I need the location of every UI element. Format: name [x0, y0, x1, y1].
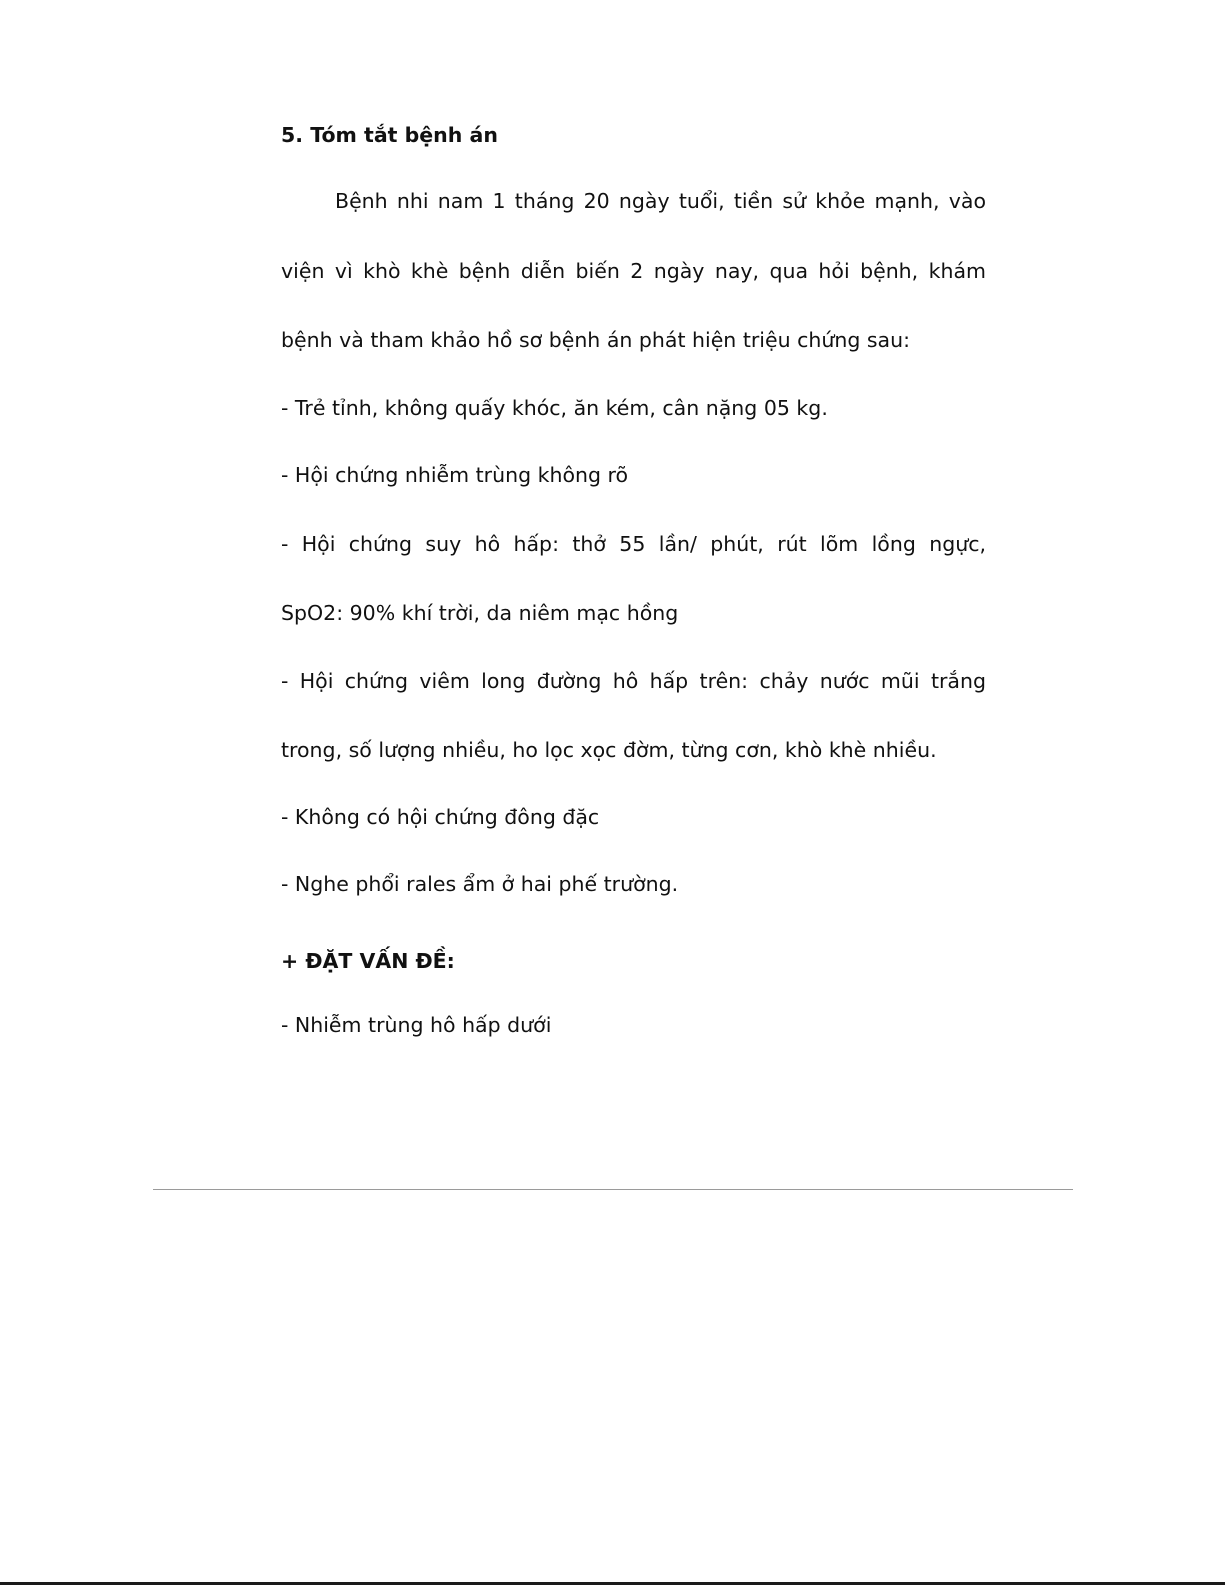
finding-general: - Trẻ tỉnh, không quấy khóc, ăn kém, cân nặng 05 kg. — [281, 396, 828, 420]
finding-consolidation: - Không có hội chứng đông đặc — [281, 805, 600, 829]
page-divider — [153, 1189, 1073, 1190]
finding-upper-airway-line-2: trong, số lượng nhiều, ho lọc xọc đờm, từng cơn, khò khè nhiều. — [281, 738, 937, 762]
intro-line-2: viện vì khò khè bệnh diễn biến 2 ngày nay, qua hỏi bệnh, khám — [281, 259, 986, 283]
intro-line-3: bệnh và tham khảo hồ sơ bệnh án phát hiện triệu chứng sau: — [281, 328, 911, 352]
finding-infection: - Hội chứng nhiễm trùng không rõ — [281, 463, 629, 487]
intro-line-1: Bệnh nhi nam 1 tháng 20 ngày tuổi, tiền sử khỏe mạnh, vào — [335, 189, 986, 213]
problem-heading: + ĐẶT VẤN ĐỀ: — [281, 949, 455, 973]
section-title: 5. Tóm tắt bệnh án — [281, 123, 498, 147]
finding-upper-airway-line-1: - Hội chứng viêm long đường hô hấp trên: chảy nước mũi trắng — [281, 669, 986, 693]
problem-item: - Nhiễm trùng hô hấp dưới — [281, 1013, 552, 1037]
finding-auscultation: - Nghe phổi rales ẩm ở hai phế trường. — [281, 872, 679, 896]
finding-respiratory-distress-line-1: - Hội chứng suy hô hấp: thở 55 lần/ phút, rút lõm lồng ngực, — [281, 532, 986, 556]
finding-respiratory-distress-line-2: SpO2: 90% khí trời, da niêm mạc hồng — [281, 601, 679, 625]
